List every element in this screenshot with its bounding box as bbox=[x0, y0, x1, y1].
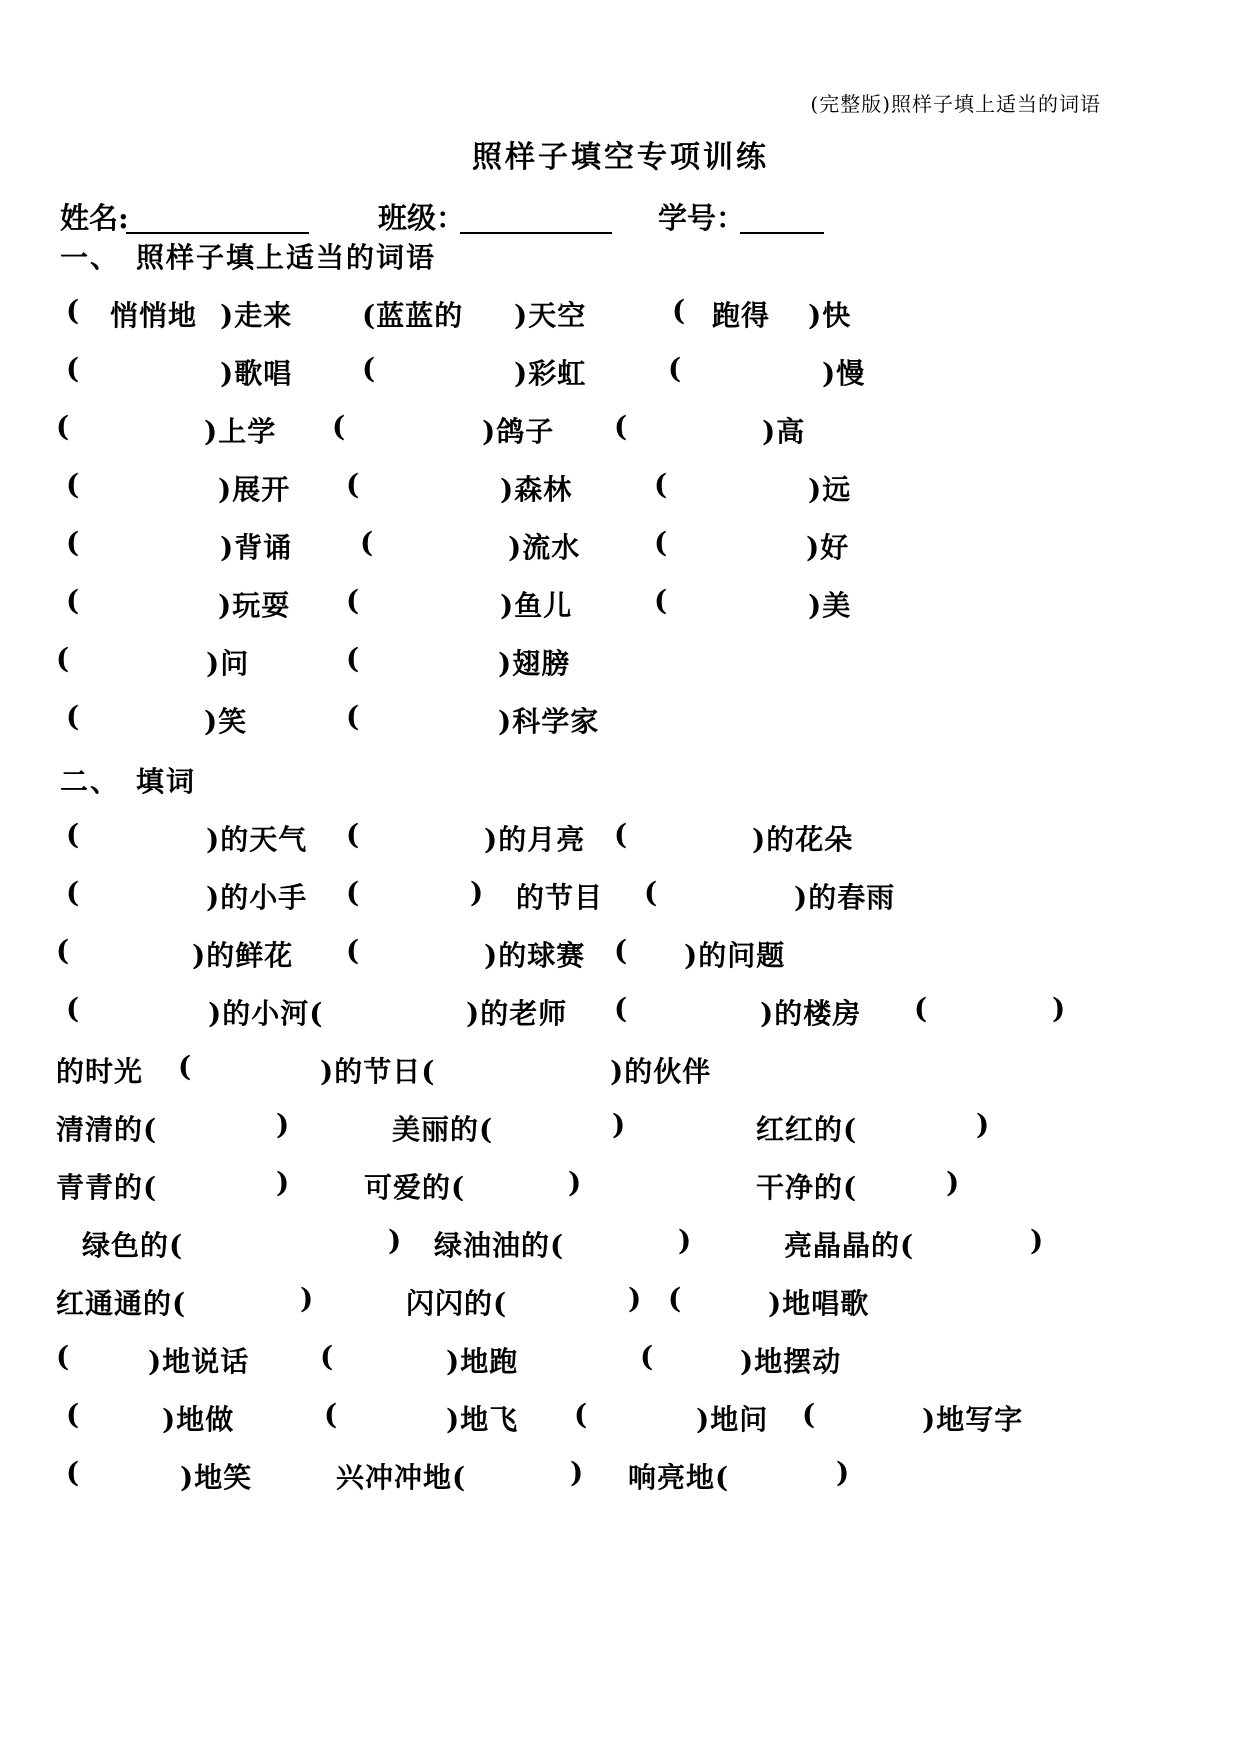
row-segment: 清清的( bbox=[56, 1113, 158, 1146]
row-segment: ) bbox=[678, 1224, 693, 1257]
section2-row-10 bbox=[0, 1340, 1241, 1380]
row-segment: 响亮地( bbox=[628, 1461, 730, 1494]
row-segment: 可爱的( bbox=[364, 1171, 466, 1204]
row-segment: ( bbox=[614, 992, 629, 1025]
row-segment: )森林 bbox=[500, 473, 573, 506]
page-title: 照样子填空专项训练 bbox=[472, 140, 769, 175]
row-segment: )地跑 bbox=[446, 1345, 519, 1378]
row-segment: )问 bbox=[206, 647, 250, 680]
section2-row-5 bbox=[0, 1050, 1241, 1090]
row-segment: ( bbox=[668, 1282, 683, 1315]
row-segment: )慢 bbox=[822, 357, 866, 390]
row-segment: ( bbox=[654, 468, 669, 501]
row-segment: ( bbox=[56, 410, 71, 443]
row-segment: ( bbox=[672, 294, 687, 327]
row-segment: )的月亮 bbox=[484, 823, 586, 856]
row-segment: ( bbox=[324, 1398, 339, 1431]
row-segment: ( bbox=[346, 876, 361, 909]
row-segment: )的球赛 bbox=[484, 939, 586, 972]
row-segment: (蓝蓝的 bbox=[362, 299, 464, 332]
row-segment: ) bbox=[276, 1166, 291, 1199]
section1-row-6 bbox=[0, 584, 1241, 624]
row-segment: )地摆动 bbox=[740, 1345, 842, 1378]
section1-heading bbox=[60, 236, 436, 276]
row-segment: ( bbox=[320, 1340, 335, 1373]
row-segment: 亮晶晶的( bbox=[784, 1229, 915, 1262]
row-segment: )地说话 bbox=[148, 1345, 250, 1378]
row-segment: ( bbox=[654, 526, 669, 559]
row-segment: ( bbox=[574, 1398, 589, 1431]
row-segment: )高 bbox=[762, 415, 806, 448]
section2-row-1 bbox=[0, 818, 1241, 858]
section2-title: 填词 bbox=[136, 765, 197, 798]
row-segment: ( bbox=[332, 410, 347, 443]
row-segment: ( bbox=[66, 992, 81, 1025]
row-segment: 闪闪的( bbox=[406, 1287, 508, 1320]
section2-row-8 bbox=[0, 1224, 1241, 1264]
row-segment: 绿油油的( bbox=[434, 1229, 565, 1262]
section1-number: 一、 bbox=[60, 241, 121, 274]
row-segment: ( bbox=[178, 1050, 193, 1083]
row-segment: ( bbox=[362, 352, 377, 385]
id-blank[interactable] bbox=[740, 232, 824, 234]
row-segment: 绿色的( bbox=[82, 1229, 184, 1262]
row-segment: )天空 bbox=[514, 299, 587, 332]
row-segment: ( bbox=[644, 876, 659, 909]
section1-row-5 bbox=[0, 526, 1241, 566]
row-segment: ) bbox=[388, 1224, 403, 1257]
row-segment: ( bbox=[346, 934, 361, 967]
section1-row-2 bbox=[0, 352, 1241, 392]
row-segment: )地飞 bbox=[446, 1403, 519, 1436]
row-segment: 跑得 bbox=[712, 299, 771, 332]
row-segment: )的春雨 bbox=[794, 881, 896, 914]
row-segment: ( bbox=[914, 992, 929, 1025]
row-segment: ( bbox=[640, 1340, 655, 1373]
row-segment: 悄悄地 bbox=[110, 299, 198, 332]
row-segment: )歌唱 bbox=[220, 357, 293, 390]
row-segment: )玩耍 bbox=[218, 589, 291, 622]
row-segment: )地问 bbox=[696, 1403, 769, 1436]
row-segment: )的小河( bbox=[208, 997, 324, 1030]
row-segment: 美丽的( bbox=[392, 1113, 494, 1146]
name-label: 姓名: bbox=[60, 201, 129, 235]
row-segment: )背诵 bbox=[220, 531, 293, 564]
section2-row-7 bbox=[0, 1166, 1241, 1206]
row-segment: ( bbox=[346, 818, 361, 851]
section2-heading bbox=[60, 760, 196, 800]
class-blank[interactable] bbox=[460, 232, 612, 234]
row-segment: ( bbox=[66, 1398, 81, 1431]
row-segment: ( bbox=[346, 642, 361, 675]
row-segment: ( bbox=[66, 1456, 81, 1489]
section1-row-3 bbox=[0, 410, 1241, 450]
row-segment: )展开 bbox=[218, 473, 291, 506]
section2-row-12 bbox=[0, 1456, 1241, 1496]
row-segment: )的天气 bbox=[206, 823, 308, 856]
row-segment: ( bbox=[346, 468, 361, 501]
row-segment: )彩虹 bbox=[514, 357, 587, 390]
row-segment: )鱼儿 bbox=[500, 589, 573, 622]
row-segment: ( bbox=[346, 700, 361, 733]
row-segment: )地笑 bbox=[180, 1461, 253, 1494]
row-segment: )流水 bbox=[508, 531, 581, 564]
row-segment: )好 bbox=[806, 531, 850, 564]
row-segment: )地做 bbox=[162, 1403, 235, 1436]
row-segment: ( bbox=[654, 584, 669, 617]
section2-row-9 bbox=[0, 1282, 1241, 1322]
row-segment: ( bbox=[802, 1398, 817, 1431]
row-segment: )地唱歌 bbox=[768, 1287, 870, 1320]
row-segment: )的问题 bbox=[684, 939, 786, 972]
row-segment: ) bbox=[836, 1456, 851, 1489]
row-segment: )远 bbox=[808, 473, 852, 506]
row-segment: ) bbox=[612, 1108, 627, 1141]
row-segment: ) bbox=[1030, 1224, 1045, 1257]
section2-number: 二、 bbox=[60, 765, 121, 798]
student-info bbox=[60, 196, 1160, 236]
row-segment: ( bbox=[614, 934, 629, 967]
row-segment: ( bbox=[346, 584, 361, 617]
row-segment: )科学家 bbox=[498, 705, 600, 738]
row-segment: ( bbox=[360, 526, 375, 559]
section1-row-1 bbox=[0, 294, 1241, 334]
header-note: (完整版)照样子填上适当的词语 bbox=[810, 92, 1101, 116]
row-segment: ( bbox=[66, 352, 81, 385]
row-segment: )快 bbox=[808, 299, 852, 332]
row-segment: ( bbox=[56, 1340, 71, 1373]
row-segment: )鸽子 bbox=[482, 415, 555, 448]
row-segment: 的时光 bbox=[56, 1055, 144, 1088]
row-segment: 干净的( bbox=[756, 1171, 858, 1204]
section2-row-4 bbox=[0, 992, 1241, 1032]
row-segment: ) bbox=[568, 1166, 583, 1199]
row-segment: )翅膀 bbox=[498, 647, 571, 680]
row-segment: ) bbox=[470, 876, 485, 909]
row-segment: 的节目 bbox=[516, 881, 604, 914]
row-segment: ( bbox=[66, 876, 81, 909]
row-segment: )的楼房 bbox=[760, 997, 862, 1030]
row-segment: )的老师 bbox=[466, 997, 568, 1030]
row-segment: ( bbox=[66, 818, 81, 851]
row-segment: ) bbox=[570, 1456, 585, 1489]
row-segment: ( bbox=[66, 584, 81, 617]
row-segment: )上学 bbox=[204, 415, 277, 448]
row-segment: ) bbox=[628, 1282, 643, 1315]
row-segment: ) bbox=[276, 1108, 291, 1141]
id-label: 学号： bbox=[658, 201, 746, 235]
section1-title: 照样子填上适当的词语 bbox=[136, 241, 437, 274]
row-segment: )美 bbox=[808, 589, 852, 622]
row-segment: 兴冲冲地( bbox=[336, 1461, 467, 1494]
row-segment: )的节日( bbox=[320, 1055, 436, 1088]
section2-row-2 bbox=[0, 876, 1241, 916]
row-segment: ( bbox=[66, 526, 81, 559]
row-segment: ( bbox=[668, 352, 683, 385]
row-segment: 红红的( bbox=[756, 1113, 858, 1146]
section1-row-4 bbox=[0, 468, 1241, 508]
section2-row-3 bbox=[0, 934, 1241, 974]
row-segment: )笑 bbox=[204, 705, 248, 738]
row-segment: )的伙伴 bbox=[610, 1055, 712, 1088]
row-segment: ( bbox=[56, 642, 71, 675]
row-segment: ( bbox=[614, 410, 629, 443]
row-segment: ( bbox=[66, 468, 81, 501]
row-segment: ( bbox=[66, 294, 81, 327]
row-segment: ( bbox=[66, 700, 81, 733]
row-segment: )走来 bbox=[220, 299, 293, 332]
row-segment: )的花朵 bbox=[752, 823, 854, 856]
name-blank[interactable] bbox=[126, 232, 309, 234]
section1-row-8 bbox=[0, 700, 1241, 740]
row-segment: )地写字 bbox=[922, 1403, 1024, 1436]
row-segment: ) bbox=[946, 1166, 961, 1199]
row-segment: ) bbox=[1052, 992, 1067, 1025]
section1-row-7 bbox=[0, 642, 1241, 682]
row-segment: 红通通的( bbox=[56, 1287, 187, 1320]
class-label: 班级： bbox=[378, 201, 466, 235]
row-segment: ) bbox=[300, 1282, 315, 1315]
row-segment: ( bbox=[56, 934, 71, 967]
row-segment: )的小手 bbox=[206, 881, 308, 914]
row-segment: 青青的( bbox=[56, 1171, 158, 1204]
row-segment: ( bbox=[614, 818, 629, 851]
row-segment: ) bbox=[976, 1108, 991, 1141]
section2-row-6 bbox=[0, 1108, 1241, 1148]
row-segment: )的鲜花 bbox=[192, 939, 294, 972]
section2-row-11 bbox=[0, 1398, 1241, 1438]
